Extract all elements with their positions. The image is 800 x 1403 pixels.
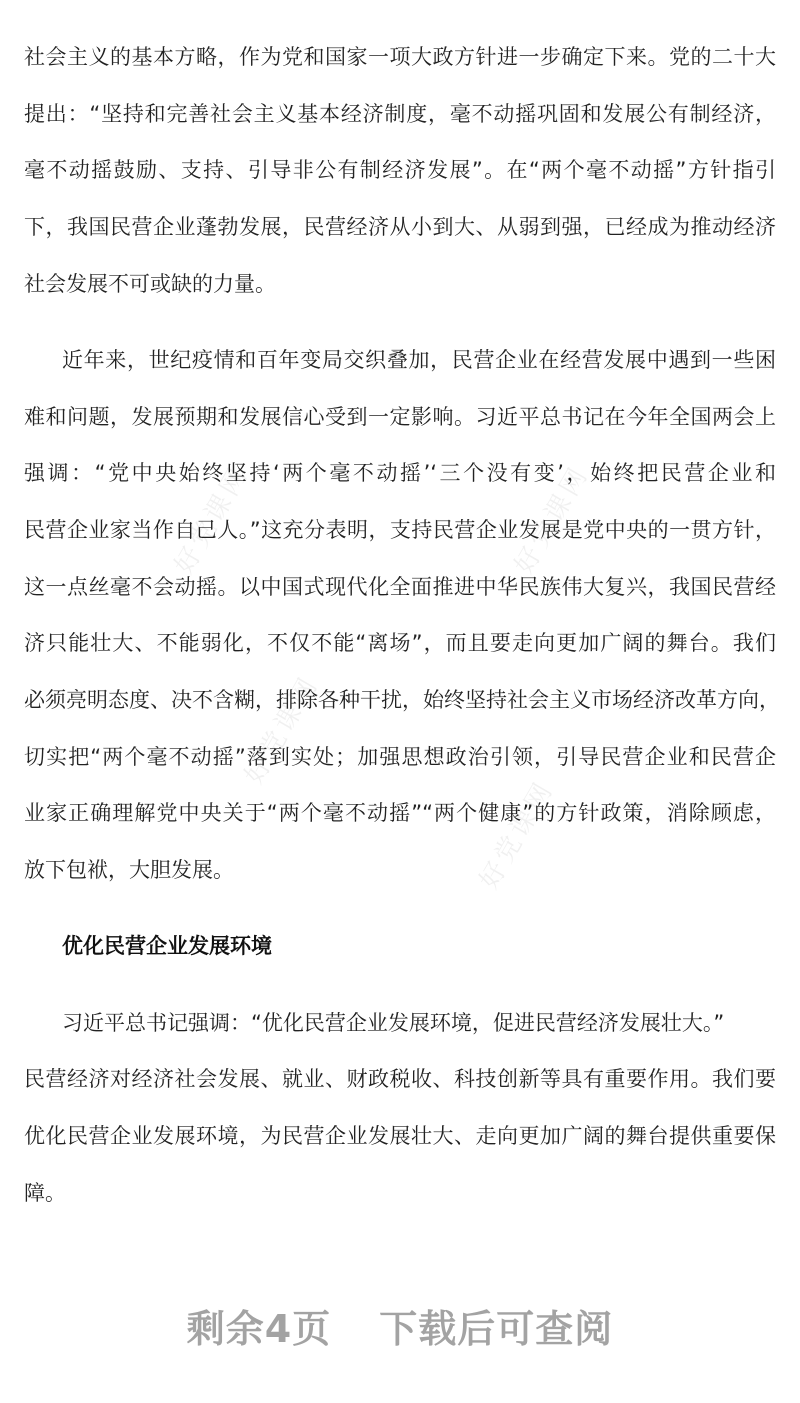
text-line: 放下包袱，大胆发展。	[24, 858, 234, 883]
remaining-pages-label[interactable]: 剩余4页	[186, 1307, 332, 1351]
document-body	[24, 29, 780, 1241]
text-line: 毫不动摇鼓励、支持、引导非公有制经济发展”。在“两个毫不动摇”方针指引	[24, 158, 776, 183]
text-line: 下，我国民营企业蓬勃发展，民营经济从小到大、从弱到强，已经成为推动经济	[24, 215, 776, 240]
text-line: 切实把“两个毫不动摇”落到实处；加强思想政治引领，引导民营企业和民营企	[24, 744, 776, 769]
paragraph-3	[24, 995, 776, 1222]
watermark: 好党课网	[474, 775, 561, 895]
text-line: 障。	[24, 1180, 66, 1205]
text-line: 民营经济对经济社会发展、就业、财政税收、科技创新等具有重要作用。我们要	[24, 1067, 776, 1092]
text-line: 近年来，世纪疫情和百年变局交织叠加，民营企业在经营发展中遇到一些困	[62, 347, 776, 372]
text-line: 社会发展不可或缺的力量。	[24, 271, 276, 296]
text-line: 优化民营企业发展环境，为民营企业发展壮大、走向更加广阔的舞台提供重要保	[24, 1123, 776, 1148]
text-line: 业家正确理解党中央关于“两个毫不动摇”“两个健康”的方针政策，消除顾虑，	[24, 801, 776, 826]
text-line: 济只能壮大、不能弱化，不仅不能“离场”，而且要走向更加广阔的舞台。我们	[24, 631, 776, 656]
section-heading: 优化民营企业发展环境	[62, 934, 272, 959]
text-line: 提出：“坚持和完善社会主义基本经济制度，毫不动摇巩固和发展公有制经济，	[24, 101, 776, 126]
watermark: 好党课网	[239, 670, 326, 790]
text-line: 强调：“党中央始终坚持‘两个毫不动摇’‘三个没有变’，始终把民营企业和	[24, 461, 776, 486]
watermark: 好党课网	[509, 460, 596, 580]
text-line: 这一点丝毫不会动摇。以中国式现代化全面推进中华民族伟大复兴，我国民营经	[24, 574, 776, 599]
text-line: 必须亮明态度、决不含糊，排除各种干扰，始终坚持社会主义市场经济改革方向，	[24, 688, 780, 713]
text-line: 难和问题，发展预期和发展信心受到一定影响。习近平总书记在今年全国两会上	[24, 404, 776, 429]
text-line: 社会主义的基本方略，作为党和国家一项大政方针进一步确定下来。党的二十大	[24, 45, 776, 69]
download-to-view-label[interactable]: 下载后可查阅	[379, 1307, 614, 1351]
paragraph-1	[24, 29, 776, 312]
download-prompt[interactable]	[0, 1298, 800, 1353]
text-line: 民营企业家当作自己人。”这充分表明，支持民营企业发展是党中央的一贯方针，	[24, 518, 776, 542]
text-line: 习近平总书记强调：“优化民营企业发展环境，促进民营经济发展壮大。”	[62, 1010, 725, 1035]
watermark: 好党课网	[169, 460, 256, 580]
paragraph-2	[24, 332, 780, 899]
